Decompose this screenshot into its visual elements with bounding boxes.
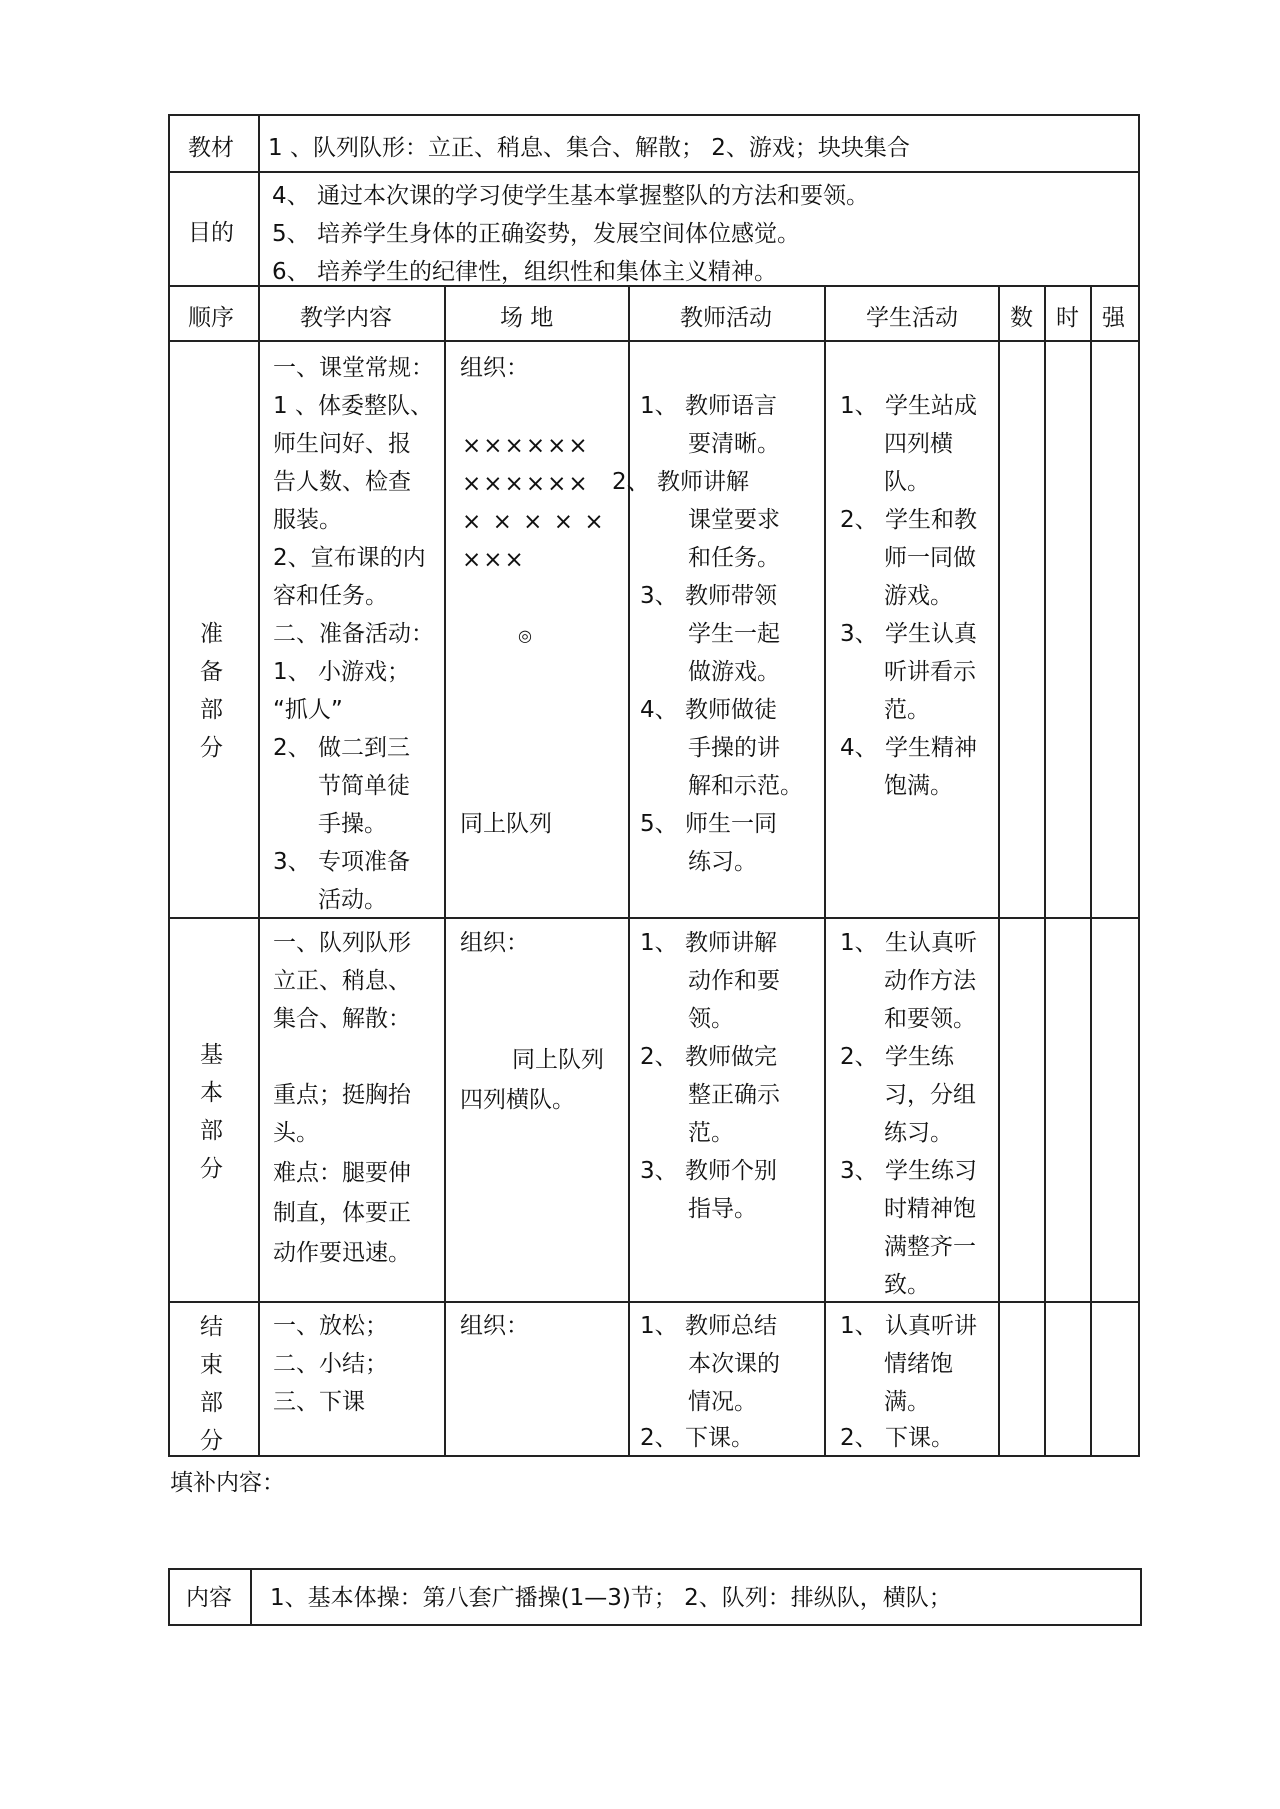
student-line: 师一同做 bbox=[884, 545, 976, 571]
student-line: 习，分组 bbox=[884, 1082, 976, 1108]
section-char: 分 bbox=[200, 735, 223, 761]
teacher-position-icon: ◎ bbox=[518, 626, 532, 645]
teacher-line: 1、 教师总结 bbox=[640, 1313, 777, 1339]
venue-org-label: 组织： bbox=[460, 355, 529, 381]
content-line: 节简单徒 bbox=[318, 773, 410, 799]
venue-org-label: 组织： bbox=[460, 930, 529, 956]
textbook-value: 1 、队列队形：立正、稍息、集合、解散； 2、游戏；块块集合 bbox=[268, 135, 910, 161]
column-header: 数 bbox=[1010, 305, 1033, 331]
teacher-line: 2、 教师做完 bbox=[640, 1044, 777, 1070]
teacher-line: 整正确示 bbox=[688, 1082, 780, 1108]
content-line: 动作要迅速。 bbox=[273, 1240, 411, 1266]
student-line: 1、 生认真听 bbox=[840, 930, 977, 956]
teacher-line: 解和示范。 bbox=[688, 773, 803, 799]
formation-row: ×××××× bbox=[462, 433, 590, 459]
prep-section-name bbox=[200, 615, 223, 767]
teacher-line: 情况。 bbox=[688, 1389, 757, 1415]
end-section-name bbox=[200, 1308, 223, 1460]
teacher-line: 5、 师生一同 bbox=[640, 811, 777, 837]
section-char: 分 bbox=[200, 1428, 223, 1454]
content-line: 三、下课 bbox=[273, 1389, 365, 1415]
goal-item: 4、 通过本次课的学习使学生基本掌握整队的方法和要领。 bbox=[272, 183, 869, 209]
teacher-line: 2、 教师讲解 bbox=[612, 469, 749, 495]
teacher-line: 练习。 bbox=[688, 849, 757, 875]
student-line: 4、 学生精神 bbox=[840, 735, 977, 761]
student-line: 四列横 bbox=[884, 431, 953, 457]
teacher-line: 要清晰。 bbox=[688, 431, 780, 457]
section-char: 备 bbox=[200, 659, 223, 685]
content-line: 1 、体委整队、 bbox=[273, 393, 433, 419]
content-line: 容和任务。 bbox=[273, 583, 388, 609]
basic-section-name bbox=[200, 1036, 223, 1188]
next-table-label: 内容 bbox=[186, 1585, 232, 1611]
student-line: 2、 下课。 bbox=[840, 1425, 954, 1451]
content-line: 服装。 bbox=[273, 507, 342, 533]
teacher-line: 3、 教师个别 bbox=[640, 1158, 777, 1184]
student-line: 练习。 bbox=[884, 1120, 953, 1146]
content-line: 3、 专项准备 bbox=[273, 849, 410, 875]
goal-item: 6、 培养学生的纪律性，组织性和集体主义精神。 bbox=[272, 259, 777, 285]
student-line: 3、 学生认真 bbox=[840, 621, 977, 647]
supplement-label: 填补内容： bbox=[170, 1470, 285, 1496]
student-line: 满整齐一 bbox=[884, 1234, 976, 1260]
column-header: 场 地 bbox=[500, 305, 554, 331]
teacher-line: 1、 教师讲解 bbox=[640, 930, 777, 956]
teacher-line: 动作和要 bbox=[688, 968, 780, 994]
venue-same-formation: 同上队列 bbox=[460, 811, 552, 837]
teacher-line: 手操的讲 bbox=[688, 735, 780, 761]
teacher-line: 做游戏。 bbox=[688, 659, 780, 685]
section-char: 部 bbox=[200, 697, 223, 723]
section-char: 基 bbox=[200, 1042, 223, 1068]
content-line: 告人数、检查 bbox=[273, 469, 411, 495]
column-header: 时 bbox=[1056, 305, 1079, 331]
section-char: 部 bbox=[200, 1390, 223, 1416]
content-line: 1、 小游戏； bbox=[273, 659, 410, 685]
student-line: 1、 学生站成 bbox=[840, 393, 977, 419]
section-char: 结 bbox=[200, 1314, 223, 1340]
section-char: 准 bbox=[200, 621, 223, 647]
venue-line: 同上队列 bbox=[512, 1047, 604, 1073]
content-line: 2、 做二到三 bbox=[273, 735, 410, 761]
teacher-line: 1、 教师语言 bbox=[640, 393, 777, 419]
section-char: 部 bbox=[200, 1118, 223, 1144]
column-header: 学生活动 bbox=[866, 305, 958, 331]
student-line: 满。 bbox=[884, 1389, 930, 1415]
content-line: 师生问好、报 bbox=[273, 431, 411, 457]
formation-row: ×××××× bbox=[462, 471, 590, 497]
goal-item: 5、 培养学生身体的正确姿势，发展空间体位感觉。 bbox=[272, 221, 800, 247]
teacher-line: 4、 教师做徒 bbox=[640, 697, 777, 723]
next-table-value: 1、基本体操：第八套广播操(1—3)节； 2、队列：排纵队，横队； bbox=[270, 1585, 952, 1611]
formation-row: ××× bbox=[462, 547, 526, 573]
teacher-line: 和任务。 bbox=[688, 545, 780, 571]
student-line: 时精神饱 bbox=[884, 1196, 976, 1222]
section-char: 束 bbox=[200, 1352, 223, 1378]
student-line: 3、 学生练习 bbox=[840, 1158, 977, 1184]
content-line: 集合、解散： bbox=[273, 1006, 411, 1032]
student-line: 游戏。 bbox=[884, 583, 953, 609]
student-line: 2、 学生练 bbox=[840, 1044, 954, 1070]
teacher-line: 2、 下课。 bbox=[640, 1425, 754, 1451]
section-char: 分 bbox=[200, 1156, 223, 1182]
formation-row: × × × × × bbox=[462, 509, 606, 535]
teacher-line: 课堂要求 bbox=[688, 507, 780, 533]
content-line: 制直，体要正 bbox=[273, 1200, 411, 1226]
student-line: 听讲看示 bbox=[884, 659, 976, 685]
content-line: 一、课堂常规： bbox=[273, 355, 434, 381]
column-header: 顺序 bbox=[188, 305, 234, 331]
content-line: 重点；挺胸抬 bbox=[273, 1082, 411, 1108]
student-line: 饱满。 bbox=[884, 773, 953, 799]
end-venue: 组织： bbox=[460, 1313, 529, 1339]
teacher-line: 3、 教师带领 bbox=[640, 583, 777, 609]
content-line: 2、宣布课的内 bbox=[273, 545, 426, 571]
student-line: 2、 学生和教 bbox=[840, 507, 977, 533]
column-header: 强 bbox=[1102, 305, 1125, 331]
content-line: 活动。 bbox=[318, 887, 387, 913]
teacher-line: 本次课的 bbox=[688, 1351, 780, 1377]
content-line: 难点：腿要伸 bbox=[273, 1160, 411, 1186]
teacher-line: 指导。 bbox=[688, 1196, 757, 1222]
student-line: 队。 bbox=[884, 469, 930, 495]
teacher-line: 学生一起 bbox=[688, 621, 780, 647]
student-line: 致。 bbox=[884, 1272, 930, 1298]
section-char: 本 bbox=[200, 1080, 223, 1106]
student-line: 情绪饱 bbox=[884, 1351, 953, 1377]
content-line: 手操。 bbox=[318, 811, 387, 837]
goal-label: 目的 bbox=[188, 220, 234, 246]
content-line: “抓人” bbox=[273, 697, 343, 723]
content-line: 一、放松； bbox=[273, 1313, 388, 1339]
content-line: 头。 bbox=[273, 1120, 319, 1146]
teacher-line: 领。 bbox=[688, 1006, 734, 1032]
content-line: 一、队列队形 bbox=[273, 930, 411, 956]
student-line: 1、 认真听讲 bbox=[840, 1313, 977, 1339]
student-line: 动作方法 bbox=[884, 968, 976, 994]
content-line: 立正、稍息、 bbox=[273, 968, 411, 994]
student-line: 和要领。 bbox=[884, 1006, 976, 1032]
column-header: 教师活动 bbox=[680, 305, 772, 331]
teacher-line: 范。 bbox=[688, 1120, 734, 1146]
content-line: 二、小结； bbox=[273, 1351, 388, 1377]
student-line: 范。 bbox=[884, 697, 930, 723]
venue-line: 四列横队。 bbox=[460, 1087, 575, 1113]
column-header: 教学内容 bbox=[300, 305, 392, 331]
textbook-label: 教材 bbox=[188, 135, 234, 161]
content-line: 二、准备活动： bbox=[273, 621, 434, 647]
